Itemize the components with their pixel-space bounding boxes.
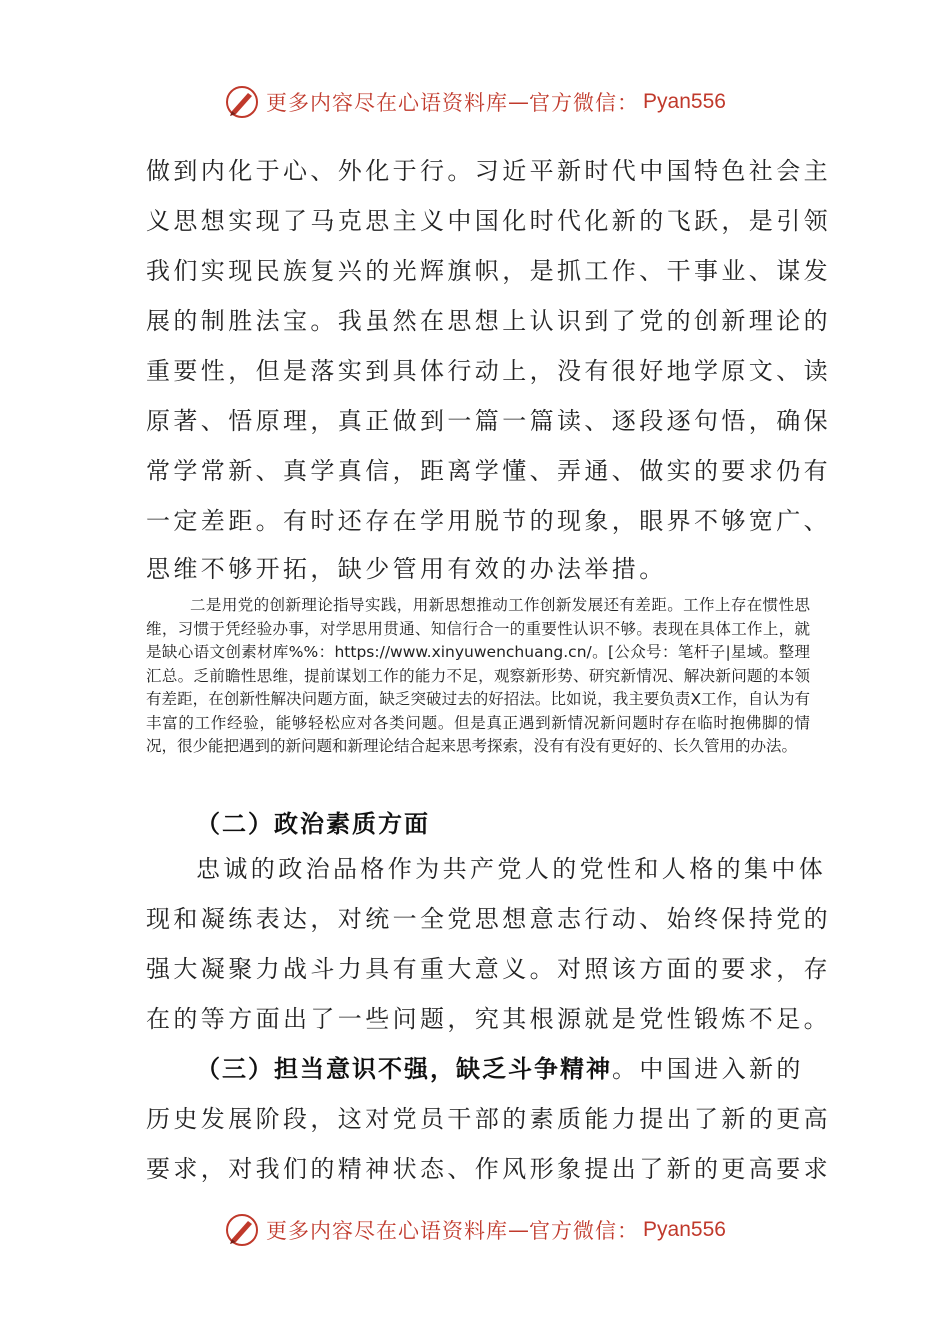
text-line: 历史发展阶段，这对党员干部的素质能力提出了新的更高 [146,1105,831,1133]
watermark-dash: — [508,1218,530,1242]
text-line: 义思想实现了马克思主义中国化时代化新的飞跃，是引领 [146,207,831,235]
text-line: 在的等方面出了一些问题，究其根源就是党性锻炼不足。 [146,1005,831,1033]
watermark-contact-id: Pyan556 [643,1218,726,1241]
section-heading-responsibility: （三）担当意识不强，缺乏斗争精神 [196,1055,612,1083]
section-heading-political: （二）政治素质方面 [196,810,430,838]
text-line: 要求，对我们的精神状态、作风形象提出了新的更高要求 [146,1155,831,1183]
watermark-site-text: 更多内容尽在心语资料库 [266,1219,509,1243]
pen-logo-icon [224,1212,260,1248]
text-line: 现和凝练表达，对统一全党思想意志行动、始终保持党的 [146,905,831,933]
paragraph-2: 二是用党的创新理论指导实践，用新思想推动工作创新发展还有差距。工作上存在惯性思维，习惯于凭经验办事，对学思用贯通、知信行合一的重要性认识不够。表现在具体工作上，就是缺心语文创素材库%%：https://www.xinyuwenchuang.cn/。[公众号：笔杆子|星域。整理汇总。乏前瞻性思维，提前谋划工作的能力不足，观察新形势、研究新情况、解决新问题的本领有差距，在创新性解决问题方面，缺乏突破过去的好招法。比如说，我主要负责X工作，自认为有丰富的工作经验，能够轻松应对各类问题。但是真正遇到新情况新问题时存在临时抱佛脚的情况，很少能把遇到的新问题和新理论结合起来思考探索，没有有没有更好的、长久管用的办法。 [146,596,810,755]
watermark-contact-label: 官方微信： [529,91,640,115]
text-line: 展的制胜法宝。我虽然在思想上认识到了党的创新理论的 [146,307,831,335]
header-watermark [0,80,950,124]
watermark-contact-label: 官方微信： [529,1219,640,1243]
text-line: 一定差距。有时还存在学用脱节的现象，眼界不够宽广、 [146,507,831,535]
text-line: 忠诚的政治品格作为共产党人的党性和人格的集中体 [196,855,827,883]
text-line: 做到内化于心、外化于行。习近平新时代中国特色社会主 [146,157,831,185]
heading3-tail: 。中国进入新的 [612,1055,804,1083]
text-line: 常学常新、真学真信，距离学懂、弄通、做实的要求仍有 [146,457,831,485]
text-line: 原著、悟原理，真正做到一篇一篇读、逐段逐句悟，确保 [146,407,831,435]
section-heading-responsibility-line [196,1054,806,1084]
pen-logo-icon [224,84,260,120]
watermark-contact-id: Pyan556 [643,90,726,113]
watermark-site-text: 更多内容尽在心语资料库 [266,91,509,115]
footer-watermark [0,1208,950,1252]
text-line: 我们实现民族复兴的光辉旗帜，是抓工作、干事业、谋发 [146,257,831,285]
text-line: 重要性，但是落实到具体行动上，没有很好地学原文、读 [146,357,831,385]
text-line: 思维不够开拓，缺少管用有效的办法举措。 [146,555,667,583]
text-line: 强大凝聚力战斗力具有重大意义。对照该方面的要求，存 [146,955,831,983]
watermark-dash: — [508,90,530,114]
